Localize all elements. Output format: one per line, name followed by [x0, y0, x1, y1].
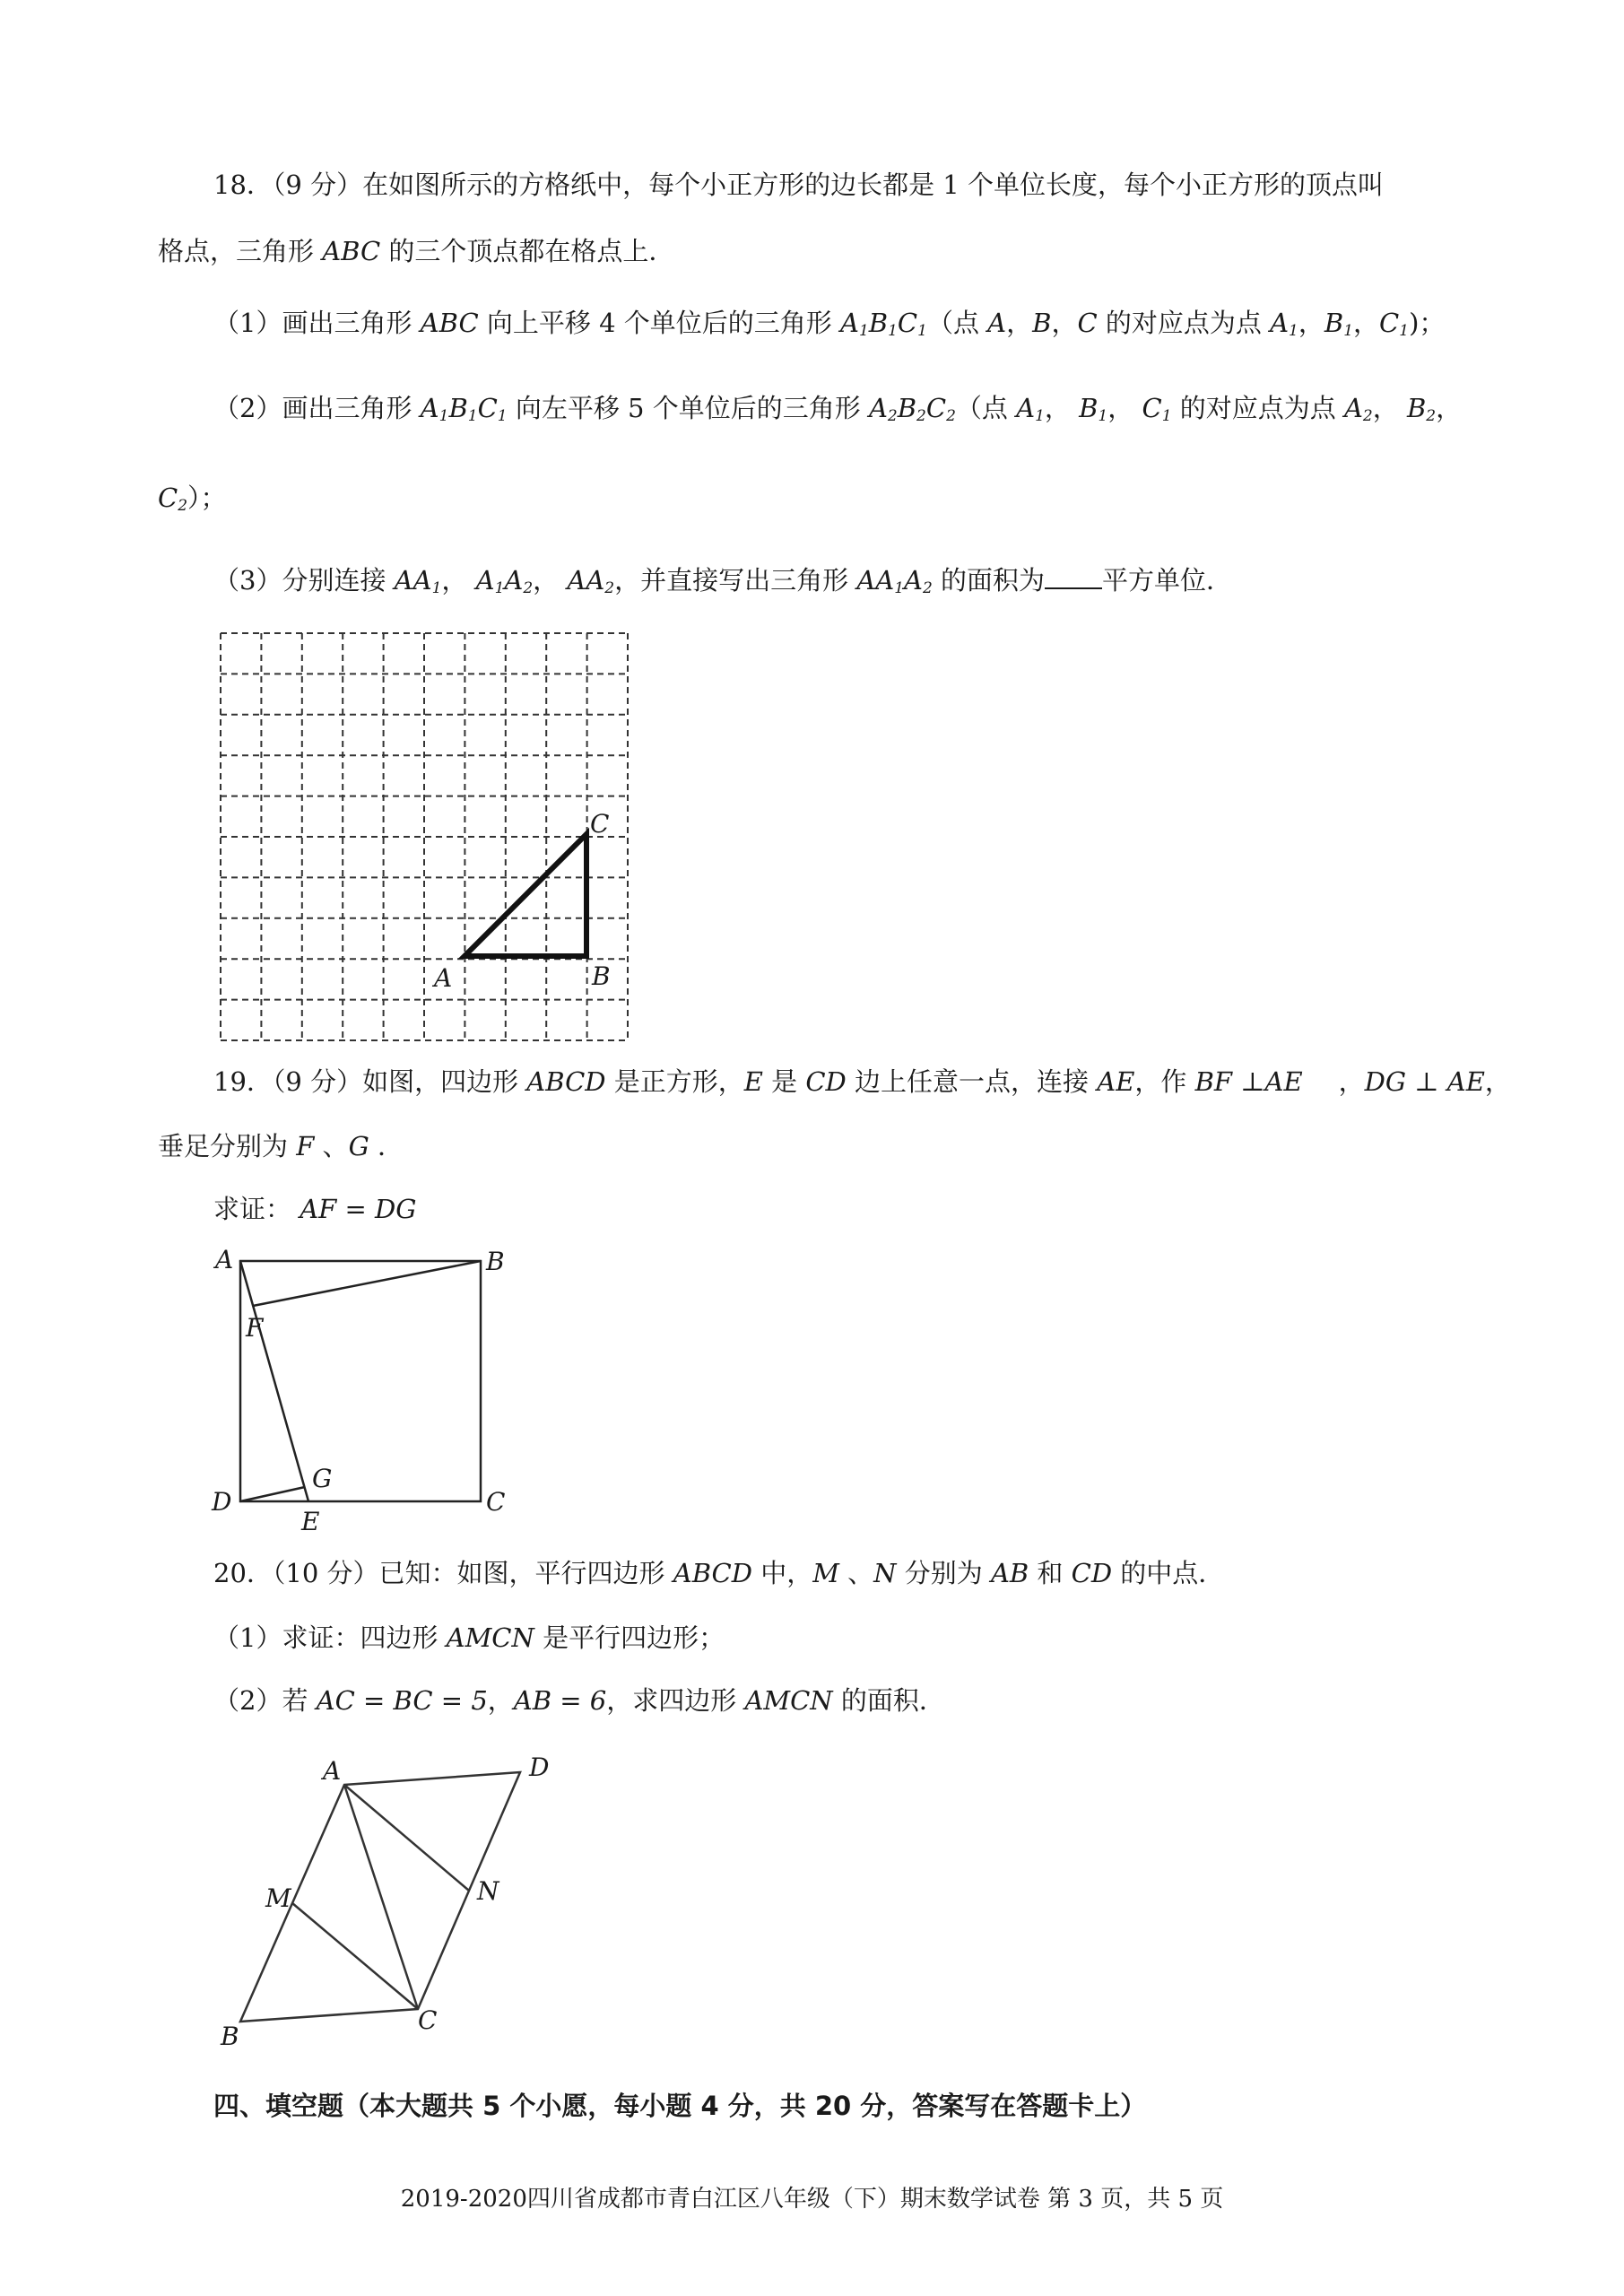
- q19-label-e: E: [301, 1507, 320, 1536]
- segment-an: [344, 1785, 469, 1891]
- q20-part1: （1）求证：四边形 AMCN 是平行四边形；: [213, 1622, 725, 1653]
- q19-label-b: B: [486, 1247, 505, 1276]
- q19-label-c: C: [486, 1487, 506, 1517]
- q18-part2: （2）画出三角形 $A_1B_1C_1$ 向左平移 5 个单位后的三角形 $A_2B_2C_2$（点 $A_1$， $B_1$， $C_1$ 的对应点为点 $A_2$， $B_2$，: [213, 393, 1463, 425]
- triangle-abc: [465, 834, 586, 956]
- vertex-b-label: B: [592, 961, 611, 991]
- q20-label-n: N: [477, 1876, 499, 1906]
- q19-label-a: A: [215, 1245, 234, 1274]
- q20-label-a: A: [323, 1756, 342, 1786]
- vertex-a-label: A: [434, 963, 453, 993]
- q20-label-m: M: [265, 1883, 291, 1913]
- q19-label-f: F: [246, 1313, 264, 1343]
- q18-grid-figure: [215, 628, 637, 1049]
- q20-label-d: D: [529, 1752, 550, 1782]
- q19-square-figure: [206, 1238, 529, 1536]
- q20-part2: （2）若 AC = BC = 5，AB = 6，求四边形 AMCN 的面积．: [213, 1685, 945, 1716]
- segment-mc: [292, 1903, 418, 2009]
- q19-stem-line1: 19．（9 分）如图，四边形 ABCD 是正方形，E 是 CD 边上任意一点，连接 AE，作 BF ⊥AE ，DG ⊥ AE，: [213, 1066, 1511, 1097]
- q18-stem-line1: 18．（9 分）在如图所示的方格纸中，每个小正方形的边长都是 1 个单位长度，每个小正方形的顶点叫: [213, 170, 1384, 200]
- q20-label-c: C: [418, 2005, 438, 2035]
- square-abcd: [240, 1261, 481, 1501]
- section-4-heading: 四、填空题（本大题共 5 个小愿，每小题 4 分，共 20 分，答案写在答题卡上）: [213, 2091, 1147, 2121]
- answer-blank: [1045, 564, 1102, 589]
- vertex-c-label: C: [590, 809, 610, 839]
- q19-prove: 求证： AF = DG: [213, 1194, 417, 1224]
- q20-parallelogram-figure: [206, 1749, 583, 2054]
- q20-label-b: B: [221, 2022, 239, 2051]
- q20-stem: 20．（10 分）已知：如图，平行四边形 ABCD 中，M 、N 分别为 AB 和 CD 的中点．: [213, 1558, 1225, 1588]
- segment-bf: [253, 1261, 481, 1306]
- q18-part1: （1）画出三角形 ABC 向上平移 4 个单位后的三角形 $A_1B_1C_1$（点 A，B，C 的对应点为点 $A_1$，$B_1$，$C_1$)；: [213, 308, 1446, 340]
- q19-stem-line2: 垂足分别为 F 、G ．: [158, 1131, 404, 1161]
- segment-dg: [240, 1487, 305, 1501]
- q18-stem-line2: 格点，三角形 ABC 的三个顶点都在格点上．: [158, 236, 675, 266]
- diagonal-ac: [344, 1785, 418, 2009]
- q18-part3: （3）分别连接 $AA_1$， $A_1A_2$， $AA_2$，并直接写出三角形 $AA_1A_2$ 的面积为 平方单位．: [213, 565, 1233, 597]
- page-footer: 2019-2020四川省成都市青白江区八年级（下）期末数学试卷 第 3 页，共 5 页: [400, 2186, 1224, 2213]
- q19-label-g: G: [312, 1464, 333, 1493]
- q18-part2-cont: $C_2$）；: [158, 483, 227, 515]
- q19-label-d: D: [212, 1487, 232, 1517]
